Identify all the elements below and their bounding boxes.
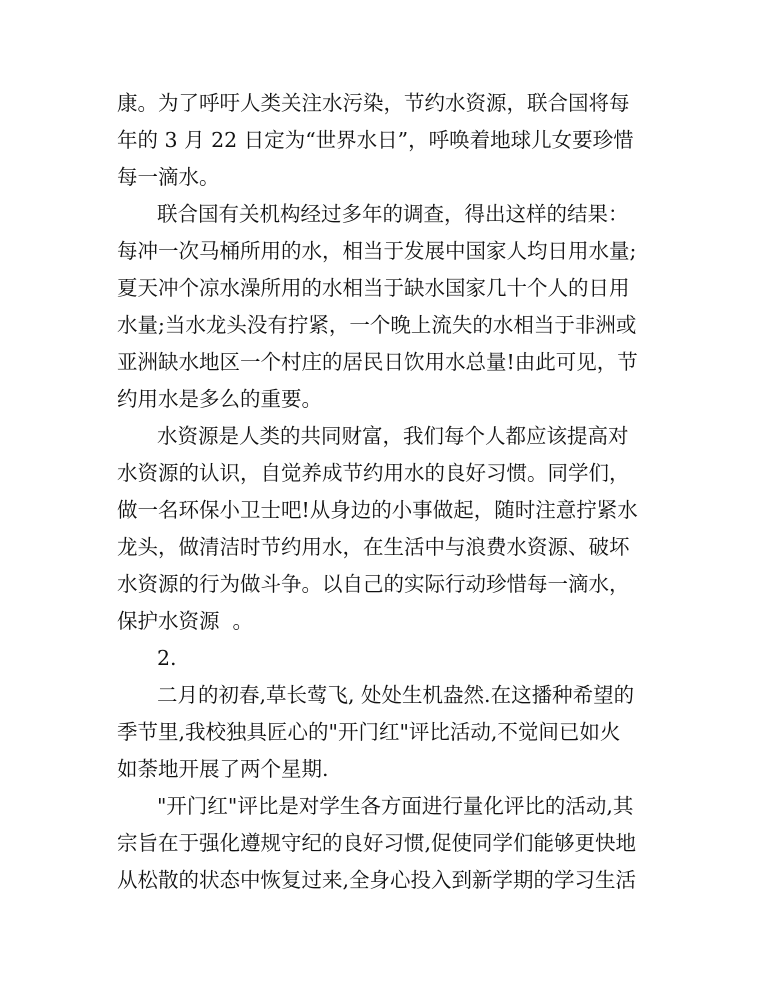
section-number-label: 2.	[157, 646, 177, 670]
text-line: 从松散的状态中恢复过来,全身心投入到新学期的学习生活	[117, 868, 637, 892]
text-line: 水资源的认识，自觉养成节约用水的良好习惯。同学们，	[117, 461, 630, 485]
text-line: 做一名环保小卫士吧!从身边的小事做起，随时注意拧紧水	[117, 498, 638, 522]
text-line: "开门红"评比是对学生各方面进行量化评比的活动,其	[157, 794, 634, 818]
text-line: 季节里,我校独具匠心的"开门红"评比活动,不觉间已如火	[117, 720, 621, 744]
text-line: 宗旨在于强化遵规守纪的良好习惯,促使同学们能够更快地	[117, 831, 637, 855]
text-line: 约用水是多么的重要。	[117, 387, 322, 411]
text-line: 水量;当水龙头没有拧紧，一个晚上流失的水相当于非洲或	[117, 313, 637, 337]
paragraph-un-survey	[0, 196, 770, 418]
text-line: 每冲一次马桶所用的水，相当于发展中国家人均日用水量;	[117, 239, 637, 263]
text-line: 年的 3 月 22 日定为“世界水日”，呼唤着地球儿女要珍惜	[117, 128, 634, 152]
text-line: 龙头，做清洁时节约用水，在生活中与浪费水资源、破坏	[117, 535, 630, 559]
text-line: 夏天冲个凉水澡所用的水相当于缺水国家几十个人的日用	[117, 276, 630, 300]
text-line: 每一滴水。	[117, 165, 220, 189]
paragraph-evaluation-purpose	[0, 788, 770, 899]
text-line: 亚洲缺水地区一个村庄的居民日饮用水总量!由此可见，节	[117, 350, 638, 374]
section-number	[0, 640, 770, 677]
text-line: 联合国有关机构经过多年的调查，得出这样的结果：	[157, 202, 629, 226]
text-line: 保护水资源 。	[117, 609, 254, 633]
paragraph-early-spring	[0, 677, 770, 788]
text-line: 如荼地开展了两个星期.	[117, 757, 329, 781]
text-line: 二月的初春,草长莺飞, 处处生机盎然.在这播种希望的	[157, 683, 635, 707]
text-line: 水资源的行为做斗争。以自己的实际行动珍惜每一滴水，	[117, 572, 630, 596]
paragraph-shared-wealth	[0, 418, 770, 640]
text-line: 水资源是人类的共同财富，我们每个人都应该提高对	[157, 424, 629, 448]
paragraph-water-day	[0, 85, 770, 196]
text-line: 康。为了呼吁人类关注水污染，节约水资源，联合国将每	[117, 91, 630, 115]
